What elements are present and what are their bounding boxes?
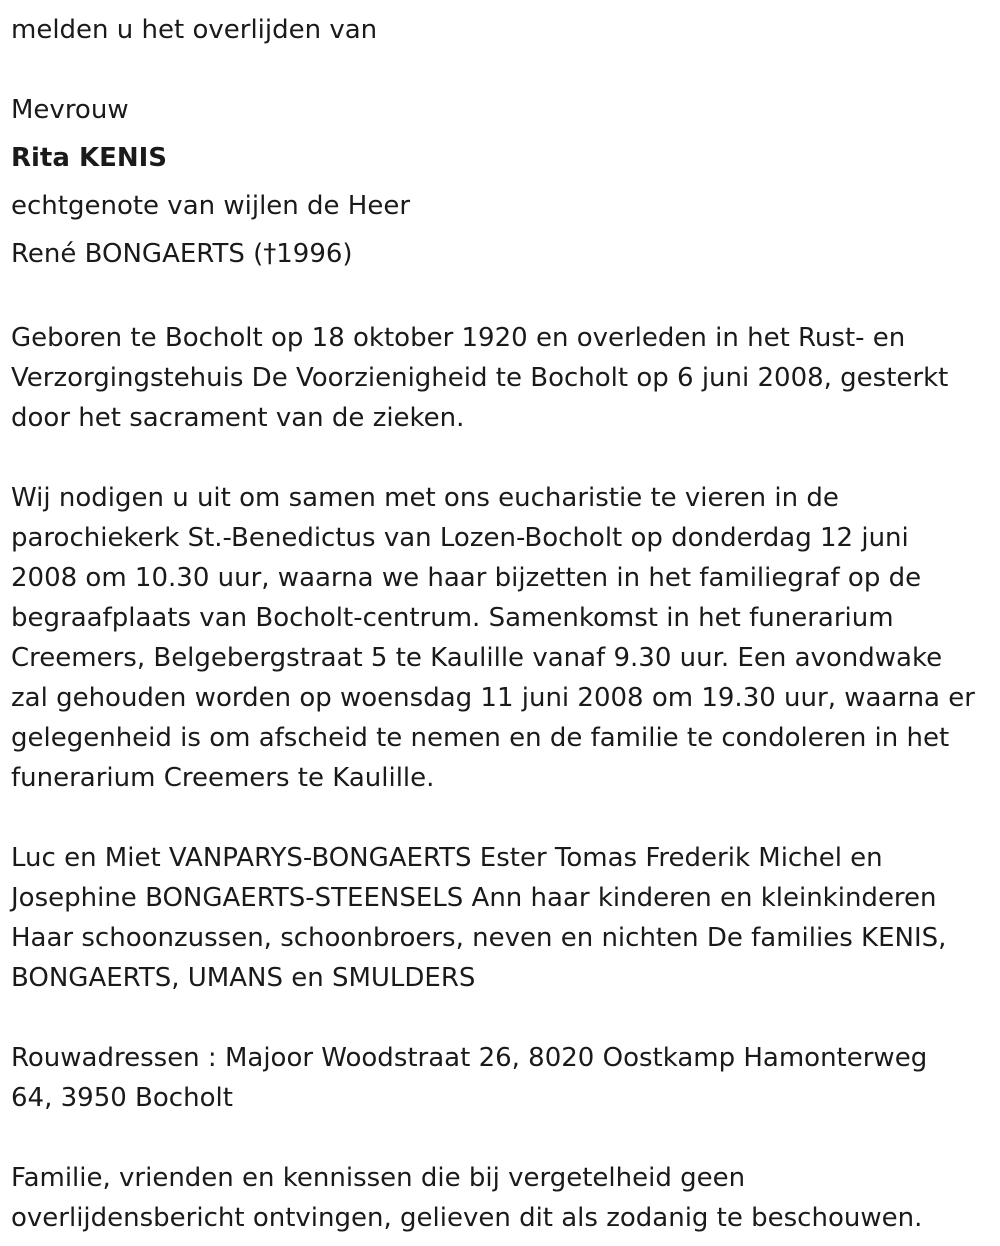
paragraph-line: door het sacrament van de zieken.: [11, 403, 465, 433]
paragraph-line: Rouwadressen : Majoor Woodstraat 26, 8020 Oostkamp Hamonterweg: [11, 1043, 928, 1073]
paragraph-line: Luc en Miet VANPARYS-BONGAERTS Ester Tomas Frederik Michel en: [11, 843, 883, 873]
paragraph-line: overlijdensbericht ontvingen, gelieven dit als zodanig te beschouwen.: [11, 1203, 923, 1233]
paragraph-line: funerarium Creemers te Kaulille.: [11, 763, 435, 793]
ceremony-paragraph: [11, 478, 991, 798]
spacer: [11, 1118, 991, 1158]
deceased-header: [11, 86, 991, 278]
paragraph-line: BONGAERTS, UMANS en SMULDERS: [11, 963, 476, 993]
paragraph-line: 64, 3950 Bocholt: [11, 1083, 233, 1113]
notice-paragraph: [11, 1158, 991, 1238]
intro-text: melden u het overlijden van: [11, 15, 378, 45]
spacer: [11, 438, 991, 478]
paragraph-line: Verzorgingstehuis De Voorzienigheid te Bocholt op 6 juni 2008, gesterkt: [11, 363, 949, 393]
paragraph-line: Creemers, Belgebergstraat 5 te Kaulille vanaf 9.30 uur. Een avondwake: [11, 643, 943, 673]
birth-death-paragraph: [11, 318, 991, 438]
paragraph-line: Josephine BONGAERTS-STEENSELS Ann haar kinderen en kleinkinderen: [11, 883, 937, 913]
paragraph-line: Haar schoonzussen, schoonbroers, neven en nichten De families KENIS,: [11, 923, 947, 953]
honorific: Mevrouw: [11, 95, 129, 125]
paragraph-line: Familie, vrienden en kennissen die bij vergetelheid geen: [11, 1163, 746, 1193]
addresses-paragraph: [11, 1038, 991, 1118]
paragraph-line: 2008 om 10.30 uur, waarna we haar bijzetten in het familiegraf op de: [11, 563, 922, 593]
paragraph-line: zal gehouden worden op woensdag 11 juni 2008 om 19.30 uur, waarna er: [11, 683, 975, 713]
spacer: [11, 278, 991, 318]
spacer: [11, 798, 991, 838]
paragraph-line: gelegenheid is om afscheid te nemen en de familie te condoleren in het: [11, 723, 950, 753]
paragraph-line: Geboren te Bocholt op 18 oktober 1920 en overleden in het Rust- en: [11, 323, 906, 353]
death-notice: [11, 6, 991, 1238]
spacer: [11, 54, 991, 86]
deceased-name: Rita KENIS: [11, 143, 168, 173]
paragraph-line: Wij nodigen u uit om samen met ons eucharistie te vieren in de: [11, 483, 839, 513]
relation-text: echtgenote van wijlen de Heer: [11, 191, 411, 221]
paragraph-line: parochiekerk St.-Benedictus van Lozen-Bocholt op donderdag 12 juni: [11, 523, 909, 553]
spacer: [11, 998, 991, 1038]
family-paragraph: [11, 838, 991, 998]
paragraph-line: begraafplaats van Bocholt-centrum. Samenkomst in het funerarium: [11, 603, 894, 633]
spouse-name: René BONGAERTS (†1996): [11, 239, 353, 269]
